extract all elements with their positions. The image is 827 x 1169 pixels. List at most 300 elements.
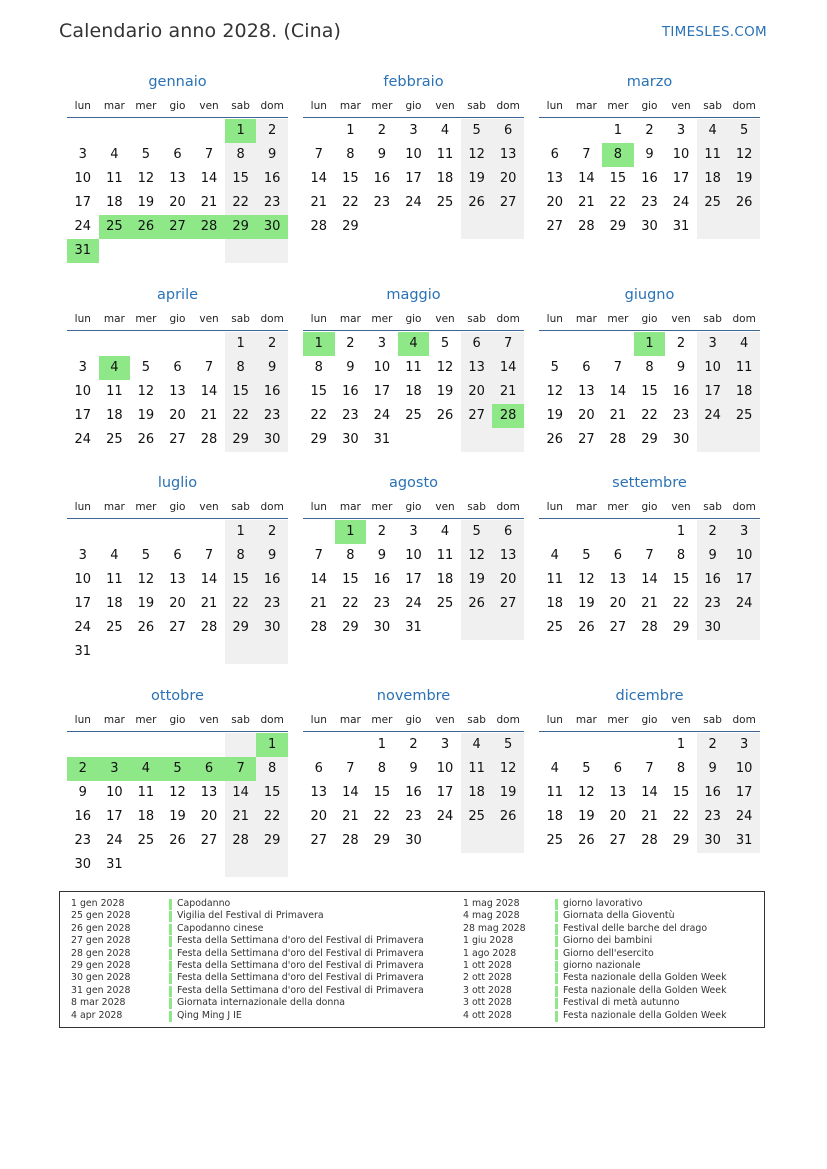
weekday-label: gio	[405, 100, 422, 112]
day-cell: 12	[137, 572, 155, 587]
day-cell: 5	[141, 360, 151, 375]
day-cell: 31	[373, 432, 391, 447]
day-cell: 22	[342, 596, 359, 611]
day-cell: 21	[492, 380, 524, 404]
day-cell: 13	[169, 384, 186, 399]
day-cell: 14	[641, 785, 658, 800]
day-cell: 19	[546, 408, 564, 423]
empty-cell	[429, 616, 461, 640]
day-cell: 28	[310, 219, 328, 234]
legend-marker	[555, 911, 558, 922]
day-cell: 14	[310, 572, 328, 587]
day-cell: 24	[373, 408, 391, 423]
day-cell: 8	[645, 360, 654, 375]
day-cell: 28	[641, 833, 658, 848]
day-cell: 27	[492, 592, 524, 616]
empty-cell	[571, 520, 603, 544]
day-cell: 9	[377, 147, 387, 162]
empty-cell	[728, 215, 760, 239]
empty-cell	[99, 733, 131, 757]
day-cell: 1	[225, 520, 257, 544]
weekday-label: ven	[435, 501, 455, 513]
day-cell: 31	[74, 644, 92, 659]
day-cell: 21	[200, 195, 218, 210]
day-cell: 16	[641, 171, 658, 186]
brand-link[interactable]: TIMESLES.COM	[661, 24, 767, 40]
day-cell: 4	[398, 332, 430, 356]
month-9	[67, 687, 288, 877]
day-cell: 23	[256, 404, 288, 428]
day-cell: 26	[728, 191, 760, 215]
legend-holiday-name: Festival delle barche del drago	[563, 922, 708, 934]
day-grid	[303, 732, 524, 853]
day-cell: 17	[405, 572, 422, 587]
day-cell: 21	[342, 809, 359, 824]
day-cell: 20	[461, 380, 493, 404]
day-cell: 26	[169, 833, 186, 848]
day-cell: 17	[728, 781, 760, 805]
day-cell: 25	[461, 805, 493, 829]
day-cell: 29	[672, 620, 690, 635]
day-cell: 16	[256, 380, 288, 404]
day-cell: 6	[582, 360, 591, 375]
day-cell: 23	[405, 809, 422, 824]
empty-cell	[130, 520, 162, 544]
day-cell: 2	[377, 524, 387, 539]
day-cell: 20	[492, 568, 524, 592]
day-cell: 12	[461, 143, 493, 167]
day-cell: 24	[405, 195, 422, 210]
day-cell: 6	[173, 147, 182, 162]
day-cell: 27	[546, 219, 564, 234]
day-cell: 27	[200, 833, 218, 848]
day-cell: 12	[578, 785, 595, 800]
day-cell: 20	[310, 809, 328, 824]
day-cell: 12	[492, 757, 524, 781]
day-cell: 18	[106, 596, 123, 611]
weekday-label: mer	[607, 714, 629, 726]
empty-cell	[130, 733, 162, 757]
day-cell: 8	[225, 143, 257, 167]
empty-cell	[193, 733, 225, 757]
legend-holiday-name: Vigilia del Festival di Primavera	[177, 910, 324, 922]
day-cell: 17	[373, 384, 391, 399]
day-cell: 19	[578, 596, 595, 611]
empty-cell	[728, 428, 760, 452]
empty-cell	[67, 733, 99, 757]
month-7	[303, 474, 524, 640]
empty-cell	[303, 520, 335, 544]
day-cell: 14	[200, 572, 218, 587]
empty-cell	[571, 733, 603, 757]
day-cell: 14	[310, 171, 328, 186]
day-cell: 21	[225, 805, 257, 829]
day-cell: 7	[204, 147, 214, 162]
legend-holiday-name: Qing Ming J IE	[177, 1009, 242, 1021]
day-cell: 7	[492, 332, 524, 356]
day-grid	[303, 118, 524, 239]
empty-cell	[99, 332, 131, 356]
day-cell: 2	[256, 119, 288, 143]
month-2	[539, 73, 760, 239]
day-cell: 12	[728, 143, 760, 167]
weekday-label: mar	[103, 501, 125, 513]
day-cell: 18	[546, 596, 564, 611]
month-4	[303, 286, 524, 452]
empty-cell	[162, 239, 194, 263]
day-cell: 25	[99, 215, 131, 239]
day-cell: 26	[546, 432, 564, 447]
empty-cell	[366, 215, 398, 239]
day-cell: 1	[346, 123, 355, 138]
day-cell: 23	[641, 195, 658, 210]
day-cell: 27	[492, 191, 524, 215]
weekday-label: mer	[371, 100, 393, 112]
day-cell: 20	[578, 408, 595, 423]
weekday-label: mar	[575, 100, 597, 112]
day-cell: 26	[130, 215, 162, 239]
day-cell: 11	[546, 572, 564, 587]
empty-cell	[162, 640, 194, 664]
page-title: Calendario anno 2028. (Cina)	[59, 20, 342, 42]
weekday-label: lun	[310, 714, 327, 726]
day-cell: 29	[342, 219, 359, 234]
day-cell: 25	[436, 195, 454, 210]
day-cell: 24	[74, 219, 92, 234]
day-cell: 28	[225, 829, 257, 853]
empty-cell	[225, 733, 257, 757]
day-cell: 12	[546, 384, 564, 399]
empty-cell	[335, 733, 367, 757]
day-cell: 7	[582, 147, 591, 162]
day-cell: 16	[74, 809, 92, 824]
empty-cell	[256, 640, 288, 664]
day-cell: 23	[256, 191, 288, 215]
day-cell: 25	[697, 191, 729, 215]
weekday-label: ven	[435, 714, 455, 726]
day-cell: 28	[310, 620, 328, 635]
day-cell: 17	[106, 809, 123, 824]
day-cell: 4	[99, 356, 131, 380]
weekday-label: sab	[467, 313, 486, 325]
weekday-header	[539, 95, 760, 118]
day-cell: 16	[697, 568, 729, 592]
day-cell: 25	[546, 833, 564, 848]
weekday-label: mer	[135, 501, 157, 513]
empty-cell	[130, 239, 162, 263]
day-cell: 6	[492, 520, 524, 544]
day-cell: 11	[106, 384, 123, 399]
day-cell: 9	[645, 147, 654, 162]
legend-holiday-name: Festa nazionale della Golden Week	[563, 984, 727, 996]
day-grid	[303, 519, 524, 640]
day-cell: 23	[256, 592, 288, 616]
day-cell: 12	[169, 785, 186, 800]
empty-cell	[571, 119, 603, 143]
day-cell: 30	[74, 857, 92, 872]
day-cell: 2	[409, 737, 418, 752]
legend-marker	[555, 936, 558, 947]
day-cell: 21	[200, 408, 218, 423]
month-name: aprile	[156, 287, 199, 303]
day-cell: 22	[373, 809, 391, 824]
day-cell: 3	[409, 123, 418, 138]
weekday-label: dom	[732, 714, 756, 726]
day-cell: 17	[697, 380, 729, 404]
weekday-label: mar	[339, 313, 361, 325]
day-cell: 10	[405, 548, 422, 563]
day-cell: 25	[728, 404, 760, 428]
weekday-label: mar	[103, 313, 125, 325]
day-cell: 16	[405, 785, 422, 800]
day-cell: 30	[697, 616, 729, 640]
legend-date: 28 gen 2028	[71, 947, 131, 959]
day-cell: 14	[225, 781, 257, 805]
empty-cell	[398, 215, 430, 239]
month-3	[67, 286, 288, 452]
weekday-label: dom	[260, 714, 284, 726]
weekday-label: mer	[371, 501, 393, 513]
month-11	[539, 687, 760, 853]
day-cell: 2	[256, 332, 288, 356]
day-cell: 19	[492, 781, 524, 805]
day-cell: 14	[641, 572, 658, 587]
weekday-label: mer	[607, 100, 629, 112]
day-cell: 28	[609, 432, 627, 447]
day-cell: 10	[74, 384, 92, 399]
day-cell: 8	[346, 147, 355, 162]
day-grid	[539, 118, 760, 239]
day-cell: 27	[609, 620, 627, 635]
empty-cell	[461, 616, 493, 640]
day-cell: 9	[697, 544, 729, 568]
weekday-header	[67, 709, 288, 732]
day-cell: 21	[641, 596, 658, 611]
legend-holiday-name: Festa nazionale della Golden Week	[563, 972, 727, 984]
day-cell: 2	[256, 520, 288, 544]
weekday-label: sab	[467, 100, 486, 112]
day-cell: 28	[492, 404, 524, 428]
day-cell: 3	[78, 360, 87, 375]
day-cell: 9	[346, 360, 355, 375]
day-cell: 1	[225, 119, 257, 143]
day-cell: 5	[141, 548, 151, 563]
day-cell: 2	[67, 757, 99, 781]
empty-cell	[193, 520, 225, 544]
legend-date: 25 gen 2028	[71, 910, 131, 922]
empty-cell	[461, 428, 493, 452]
weekday-label: lun	[546, 313, 563, 325]
day-cell: 1	[634, 332, 666, 356]
day-cell: 24	[728, 592, 760, 616]
day-cell: 1	[613, 123, 623, 138]
day-grid	[67, 519, 288, 664]
legend-marker	[555, 924, 558, 935]
day-cell: 19	[137, 195, 155, 210]
day-cell: 28	[200, 620, 218, 635]
day-cell: 19	[137, 596, 155, 611]
day-cell: 12	[436, 360, 454, 375]
day-cell: 13	[461, 356, 493, 380]
day-cell: 18	[728, 380, 760, 404]
day-cell: 18	[137, 809, 155, 824]
empty-cell	[634, 733, 666, 757]
day-cell: 3	[99, 757, 131, 781]
day-cell: 9	[78, 785, 87, 800]
day-cell: 3	[728, 520, 760, 544]
empty-cell	[303, 733, 335, 757]
empty-cell	[256, 239, 288, 263]
day-cell: 27	[169, 620, 186, 635]
day-cell: 14	[578, 171, 595, 186]
legend-date: 28 mag 2028	[463, 922, 526, 934]
weekday-label: mer	[607, 313, 629, 325]
day-cell: 5	[582, 548, 591, 563]
day-cell: 15	[373, 785, 391, 800]
legend-marker	[555, 1011, 558, 1022]
day-cell: 14	[200, 171, 218, 186]
empty-cell	[492, 428, 524, 452]
legend-date: 4 mag 2028	[463, 910, 520, 922]
empty-cell	[539, 119, 571, 143]
day-cell: 15	[641, 384, 658, 399]
empty-cell	[225, 640, 257, 664]
day-cell: 1	[676, 524, 686, 539]
day-cell: 28	[342, 833, 359, 848]
day-cell: 4	[110, 147, 119, 162]
day-cell: 31	[106, 857, 123, 872]
day-cell: 29	[256, 829, 288, 853]
day-cell: 20	[200, 809, 218, 824]
day-cell: 15	[672, 572, 690, 587]
day-cell: 15	[256, 781, 288, 805]
day-cell: 6	[173, 548, 182, 563]
day-cell: 2	[697, 520, 729, 544]
weekday-header	[67, 95, 288, 118]
day-grid	[539, 331, 760, 452]
day-cell: 22	[609, 195, 627, 210]
legend-date: 4 ott 2028	[463, 1009, 512, 1021]
day-cell: 8	[676, 548, 686, 563]
day-cell: 4	[110, 548, 119, 563]
day-cell: 13	[200, 785, 218, 800]
legend-marker	[169, 973, 172, 984]
day-cell: 3	[728, 733, 760, 757]
day-cell: 12	[578, 572, 595, 587]
day-cell: 8	[377, 761, 387, 776]
day-cell: 21	[310, 596, 328, 611]
day-cell: 22	[225, 191, 257, 215]
day-cell: 10	[74, 572, 92, 587]
day-cell: 15	[225, 380, 257, 404]
empty-cell	[193, 640, 225, 664]
weekday-label: gio	[641, 714, 658, 726]
weekday-label: sab	[231, 501, 250, 513]
empty-cell	[461, 829, 493, 853]
empty-cell	[303, 119, 335, 143]
weekday-label: lun	[546, 714, 563, 726]
day-cell: 24	[436, 809, 454, 824]
weekday-label: sab	[467, 714, 486, 726]
day-cell: 14	[342, 785, 359, 800]
empty-cell	[162, 520, 194, 544]
weekday-label: gio	[641, 100, 658, 112]
legend-marker	[169, 936, 172, 947]
day-cell: 17	[74, 408, 92, 423]
day-cell: 21	[578, 195, 595, 210]
day-cell: 30	[256, 428, 288, 452]
day-cell: 13	[169, 572, 186, 587]
month-name: settembre	[612, 475, 687, 491]
day-cell: 25	[546, 620, 564, 635]
month-name: dicembre	[615, 688, 684, 704]
day-cell: 5	[461, 119, 493, 143]
month-6	[67, 474, 288, 664]
day-cell: 27	[461, 404, 493, 428]
day-cell: 27	[578, 432, 595, 447]
weekday-label: dom	[732, 501, 756, 513]
day-cell: 25	[436, 596, 454, 611]
day-cell: 15	[225, 167, 257, 191]
weekday-label: dom	[732, 313, 756, 325]
month-name: luglio	[157, 475, 198, 491]
day-cell: 11	[436, 548, 454, 563]
weekday-label: lun	[310, 313, 327, 325]
day-cell: 10	[728, 544, 760, 568]
weekday-header	[303, 95, 524, 118]
day-cell: 11	[106, 572, 123, 587]
weekday-label: dom	[732, 100, 756, 112]
day-cell: 23	[697, 805, 729, 829]
weekday-label: mer	[371, 714, 393, 726]
weekday-label: dom	[260, 313, 284, 325]
empty-cell	[634, 520, 666, 544]
day-cell: 19	[461, 568, 493, 592]
day-cell: 10	[436, 761, 454, 776]
day-cell: 13	[609, 785, 627, 800]
day-cell: 14	[200, 384, 218, 399]
weekday-label: ven	[199, 100, 219, 112]
day-cell: 27	[162, 215, 194, 239]
day-cell: 3	[676, 123, 686, 138]
legend-date: 26 gen 2028	[71, 922, 131, 934]
day-cell: 7	[314, 147, 323, 162]
day-cell: 14	[492, 356, 524, 380]
day-cell: 29	[609, 219, 627, 234]
day-cell: 1	[303, 332, 335, 356]
day-cell: 6	[314, 761, 323, 776]
weekday-label: lun	[74, 714, 91, 726]
weekday-label: mar	[575, 501, 597, 513]
day-cell: 11	[728, 356, 760, 380]
weekday-label: mar	[575, 313, 597, 325]
empty-cell	[461, 215, 493, 239]
day-cell: 24	[106, 833, 123, 848]
day-cell: 26	[137, 432, 155, 447]
empty-cell	[492, 215, 524, 239]
day-cell: 15	[310, 384, 328, 399]
weekday-label: dom	[260, 501, 284, 513]
day-cell: 16	[342, 384, 359, 399]
legend-date: 4 apr 2028	[71, 1009, 123, 1021]
weekday-header	[67, 496, 288, 519]
day-cell: 4	[550, 548, 559, 563]
day-cell: 12	[461, 544, 493, 568]
day-cell: 25	[405, 408, 422, 423]
weekday-label: ven	[671, 313, 691, 325]
day-cell: 25	[106, 620, 123, 635]
day-cell: 16	[256, 568, 288, 592]
